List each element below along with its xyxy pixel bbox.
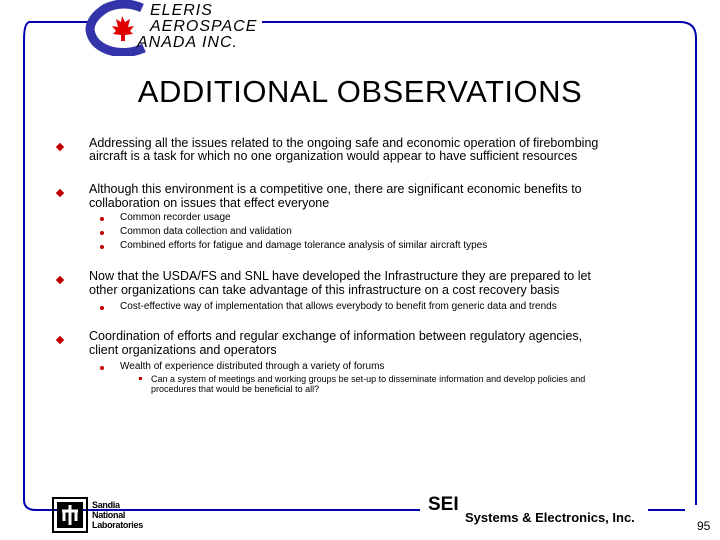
bullet-2-line-1: Although this environment is a competitive one, there are significant economic benefits to xyxy=(89,182,582,196)
logo-line-3: ANADA INC. xyxy=(137,34,238,51)
page-number: 95 xyxy=(697,519,711,533)
sub-bullet-dot-icon xyxy=(100,217,104,221)
sandia-line-1: Sandia xyxy=(92,500,120,510)
slide-title: ADDITIONAL OBSERVATIONS xyxy=(137,74,583,109)
company-name: Systems & Electronics, Inc. xyxy=(465,510,635,525)
bullet-4-subsub-line-1: Can a system of meetings and working groups be set-up to disseminate information and develop policies and xyxy=(151,374,586,384)
sub-bullet-dot-icon xyxy=(100,245,104,249)
bullet-4-sub-1: Wealth of experience distributed through a variety of forums xyxy=(120,361,385,372)
bullet-3-line-2: other organizations can take advantage of this infrastructure on a cost recovery basis xyxy=(89,283,560,297)
sub-sub-bullet-square-icon xyxy=(139,377,142,380)
sandia-thunderbird-icon xyxy=(52,497,88,533)
sei-logo-text: SEI xyxy=(428,494,459,515)
bullet-4-subsub-line-2: procedures that would be beneficial to all? xyxy=(151,384,320,394)
bullet-4-line-2: client organizations and operators xyxy=(89,343,277,357)
bullet-3-sub-1: Cost-effective way of implementation that allows everybody to benefit from generic data and trends xyxy=(120,301,557,312)
logo-line-2: AEROSPACE xyxy=(150,18,258,35)
bullet-3-line-1: Now that the USDA/FS and SNL have developed the Infrastructure they are prepared to let xyxy=(89,269,591,283)
sub-bullet-dot-icon xyxy=(100,306,104,310)
bullet-2-sub-3: Combined efforts for fatigue and damage tolerance analysis of similar aircraft types xyxy=(120,240,488,251)
bullet-4-line-1: Coordination of efforts and regular exchange of information between regulatory agencies, xyxy=(89,329,583,343)
bullet-1-line-2: aircraft is a task for which no one organization would appear to have sufficient resources xyxy=(89,149,578,163)
bullet-2-sub-1: Common recorder usage xyxy=(120,212,231,223)
sub-bullet-dot-icon xyxy=(100,231,104,235)
sandia-line-3: Laboratories xyxy=(92,520,143,530)
bullet-2-sub-2: Common data collection and validation xyxy=(120,226,292,237)
sandia-line-2: National xyxy=(92,510,126,520)
logo-line-1: ELERIS xyxy=(150,2,213,19)
bullet-2-line-2: collaboration on issues that effect everyone xyxy=(89,196,330,210)
sub-bullet-dot-icon xyxy=(100,366,104,370)
bullet-1-line-1: Addressing all the issues related to the ongoing safe and economic operation of firebombing xyxy=(89,136,599,150)
